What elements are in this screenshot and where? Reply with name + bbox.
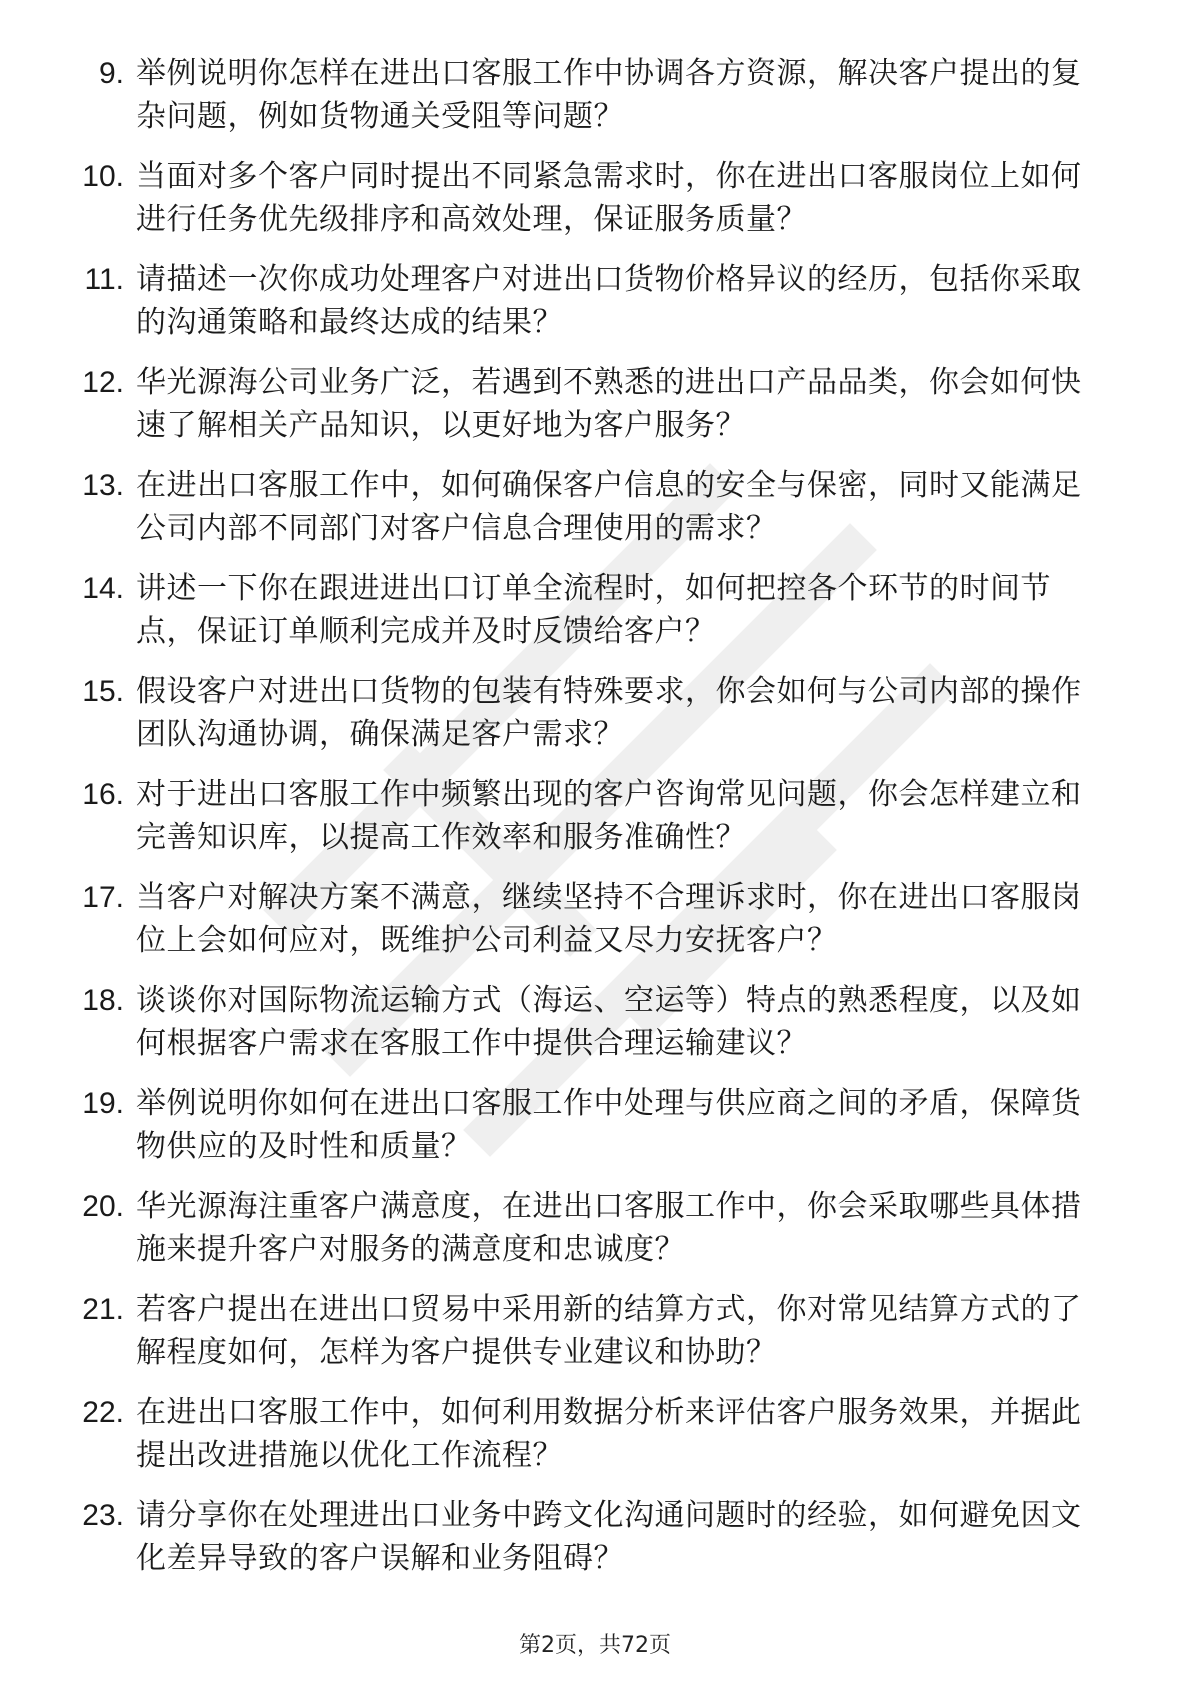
question-text: 在进出口客服工作中，如何确保客户信息的安全与保密，同时又能满足公司内部不同部门对客户信息合理使用的需求？: [136, 468, 1082, 546]
question-text: 对于进出口客服工作中频繁出现的客户咨询常见问题，你会怎样建立和完善知识库，以提高工作效率和服务准确性？: [136, 777, 1082, 855]
question-number: 15.: [82, 675, 124, 708]
question-text: 在进出口客服工作中，如何利用数据分析来评估客户服务效果，并据此提出改进措施以优化工作流程？: [136, 1395, 1082, 1473]
question-item: [50, 1494, 1110, 1580]
question-number: 13.: [82, 469, 124, 502]
question-item: [50, 361, 1110, 447]
question-number: 18.: [82, 984, 124, 1017]
question-item: [50, 1288, 1110, 1374]
question-number: 12.: [82, 366, 124, 399]
question-number: 17.: [82, 881, 124, 914]
question-text: 假设客户对进出口货物的包装有特殊要求，你会如何与公司内部的操作团队沟通协调，确保满足客户需求？: [136, 674, 1082, 752]
question-text: 举例说明你怎样在进出口客服工作中协调各方资源，解决客户提出的复杂问题，例如货物通关受阻等问题？: [136, 56, 1082, 134]
question-text: 请分享你在处理进出口业务中跨文化沟通问题时的经验，如何避免因文化差异导致的客户误解和业务阻碍？: [136, 1498, 1082, 1576]
question-item: [50, 258, 1110, 344]
question-number: 19.: [82, 1087, 124, 1120]
question-list: [50, 52, 1110, 1597]
question-number: 20.: [82, 1190, 124, 1223]
question-number: 16.: [82, 778, 124, 811]
question-text: 当客户对解决方案不满意，继续坚持不合理诉求时，你在进出口客服岗位上会如何应对，既维护公司利益又尽力安抚客户？: [136, 880, 1082, 958]
question-text: 请描述一次你成功处理客户对进出口货物价格异议的经历，包括你采取的沟通策略和最终达成的结果？: [136, 262, 1082, 340]
question-item: [50, 670, 1110, 756]
question-item: [50, 773, 1110, 859]
page-number-label: 第2页，共72页: [519, 1633, 671, 1658]
question-number: 14.: [82, 572, 124, 605]
question-text: 华光源海注重客户满意度，在进出口客服工作中，你会采取哪些具体措施来提升客户对服务的满意度和忠诚度？: [136, 1189, 1082, 1267]
question-text: 华光源海公司业务广泛，若遇到不熟悉的进出口产品品类，你会如何快速了解相关产品知识，以更好地为客户服务？: [136, 365, 1082, 443]
question-number: 9.: [98, 57, 124, 90]
question-item: [50, 1391, 1110, 1477]
question-text: 谈谈你对国际物流运输方式（海运、空运等）特点的熟悉程度，以及如何根据客户需求在客服工作中提供合理运输建议？: [136, 983, 1082, 1061]
question-item: [50, 567, 1110, 653]
question-item: [50, 1082, 1110, 1168]
question-item: [50, 155, 1110, 241]
question-number: 22.: [82, 1396, 124, 1429]
question-number: 11.: [84, 263, 124, 296]
question-item: [50, 464, 1110, 550]
question-text: 讲述一下你在跟进进出口订单全流程时，如何把控各个环节的时间节点，保证订单顺利完成并及时反馈给客户？: [136, 571, 1051, 649]
question-item: [50, 1185, 1110, 1271]
question-item: [50, 876, 1110, 962]
question-number: 10.: [82, 160, 124, 193]
question-item: [50, 52, 1110, 138]
page-footer: [0, 1628, 1190, 1659]
question-item: [50, 979, 1110, 1065]
question-text: 若客户提出在进出口贸易中采用新的结算方式，你对常见结算方式的了解程度如何，怎样为客户提供专业建议和协助？: [136, 1292, 1082, 1370]
question-text: 举例说明你如何在进出口客服工作中处理与供应商之间的矛盾，保障货物供应的及时性和质量？: [136, 1086, 1082, 1164]
question-number: 21.: [82, 1293, 124, 1326]
question-text: 当面对多个客户同时提出不同紧急需求时，你在进出口客服岗位上如何进行任务优先级排序和高效处理，保证服务质量？: [136, 159, 1082, 237]
question-number: 23.: [82, 1499, 124, 1532]
